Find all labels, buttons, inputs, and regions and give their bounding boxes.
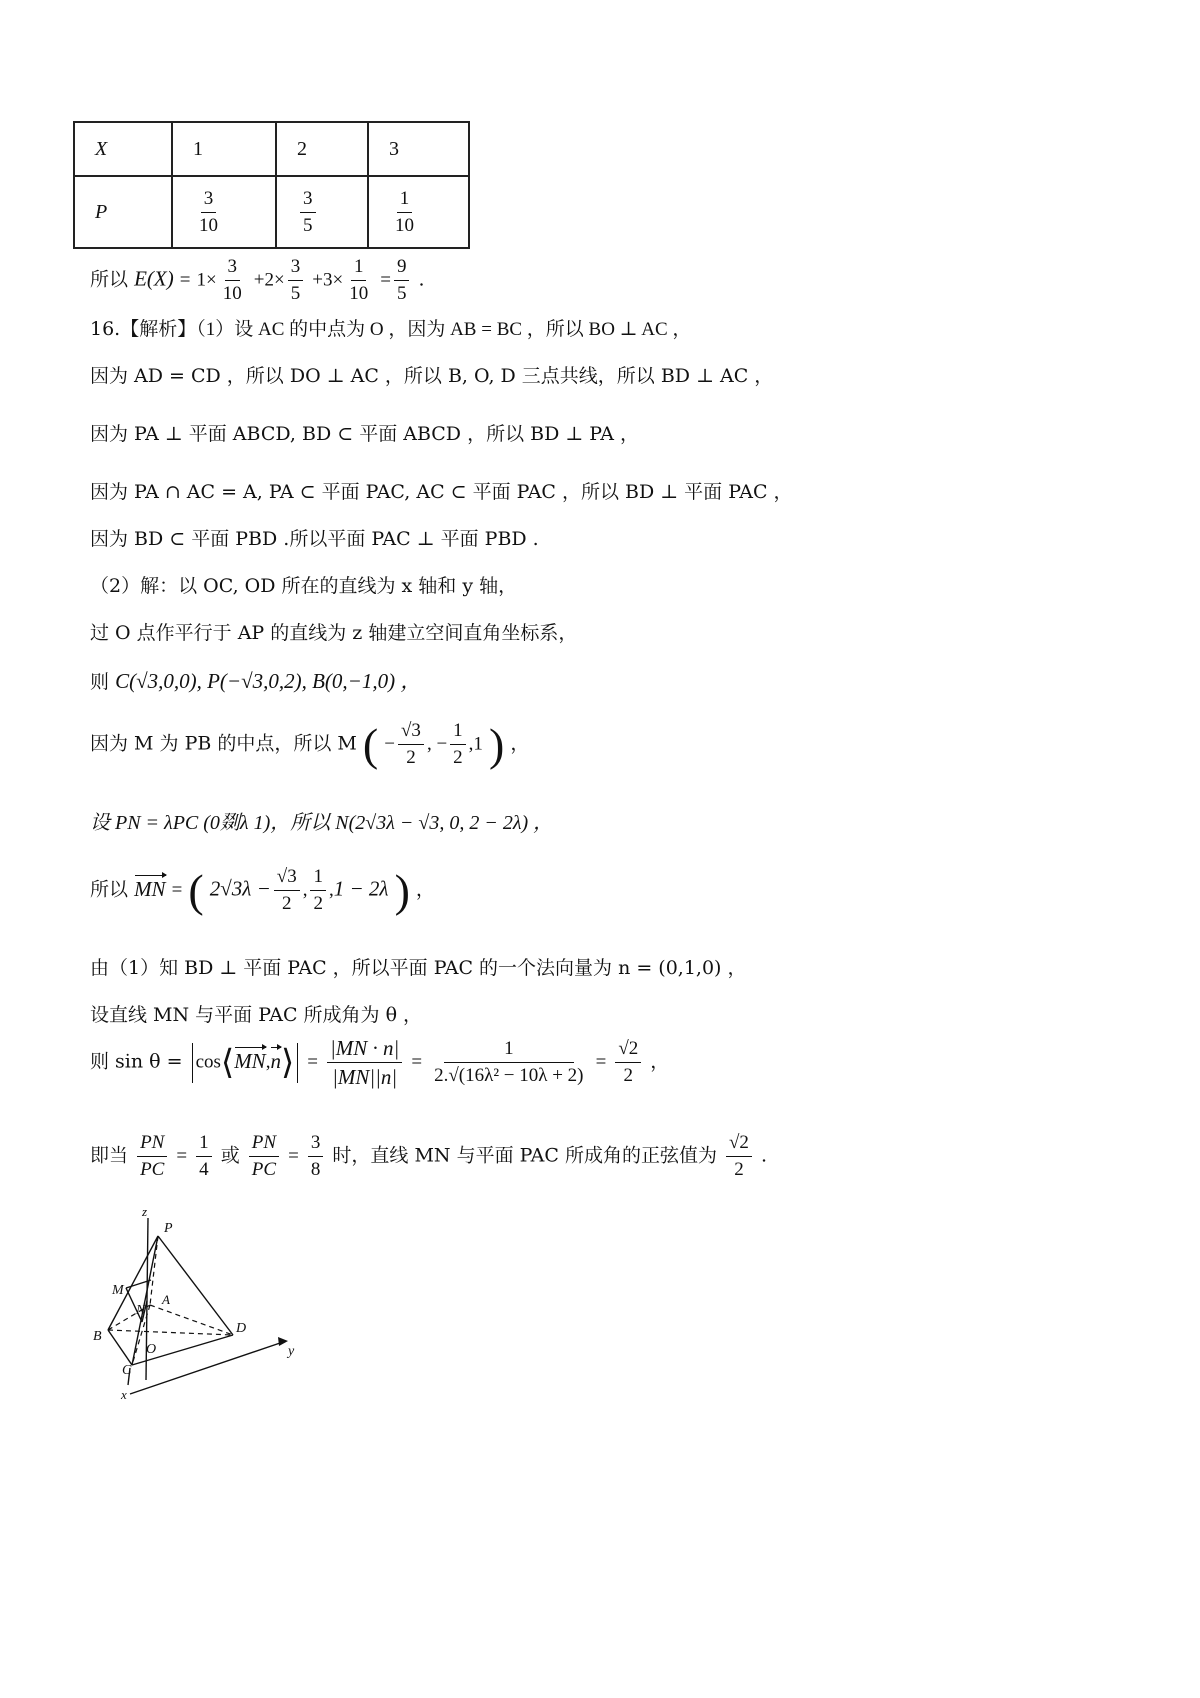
coords-line: 则 C(√3,0,0), P(−√3,0,2), B(0,−1,0) ， bbox=[90, 669, 422, 693]
normal-line: 由（1）知 BD ⊥ 平面 PAC ，所以平面 PAC 的一个法向量为 n = (0,1,0) ， bbox=[90, 957, 747, 979]
midpoint-line: 因为 M 为 PB 的中点，所以 M ( − $\frac{√3}{2}$ , − $\frac{1}{2}$ ,1 ) ， bbox=[90, 719, 530, 770]
theta-line: 设直线 MN 与平面 PAC 所成角为 θ ， bbox=[90, 1004, 423, 1026]
solution-line-5: 因为 BD ⊂ 平面 PBD .所以平面 PAC ⊥ 平面 PBD . bbox=[90, 528, 539, 550]
solution-line-7: 过 O 点作平行于 AP 的直线为 z 轴建立空间直角坐标系， bbox=[90, 622, 578, 644]
label-a: A bbox=[162, 1292, 170, 1307]
label-d: D bbox=[236, 1321, 247, 1336]
label-y: y bbox=[288, 1344, 295, 1359]
sin-line: 则 sin θ = cos⟨MN,n⟩ = $\frac{|MN \cdot n|}{|MN||n|}$ = $\frac{1}{\text{2.√(16λ² − 10λ + 2)}}$ = $\frac{√2}{2}$ ， bbox=[90, 1036, 670, 1090]
table-row bbox=[74, 176, 469, 248]
answer-line: 即当 $\frac{PN}{PC}$ = $\frac{1}{4}$ 或 $\frac{PN}{PC}$ = $\frac{3}{8}$ 时，直线 MN 与平面 PAC 所成角的正弦值为 $\frac{√2}{2}$ . bbox=[90, 1132, 768, 1180]
label-m: M bbox=[112, 1283, 124, 1298]
solution-line-3: 因为 PA ⊥ 平面 ABCD, BD ⊂ 平面 ABCD ，所以 BD ⊥ PA ， bbox=[90, 423, 640, 445]
pyramid-figure bbox=[88, 1200, 328, 1410]
label-p: P bbox=[164, 1221, 173, 1236]
solution-heading: 16.【解析】 bbox=[90, 318, 197, 340]
table-cell: 2 bbox=[276, 122, 368, 176]
table-header-x: X bbox=[74, 122, 172, 176]
label-n: N bbox=[136, 1303, 146, 1318]
label-x: x bbox=[121, 1387, 127, 1402]
table-cell: $\frac{1}{10}$ bbox=[368, 176, 469, 248]
expectation-line: 所以 E(X) = 1× $\frac{3}{10}$ +2× $\frac{3}{5}$ +3× $\frac{1}{10}$ = $\frac{9}{5}$ . bbox=[90, 256, 425, 304]
pn-line: 设 PN = λPC (0剟λ 1)，所以 N(2√3λ − √3, 0, 2 − 2λ) ， bbox=[90, 812, 554, 834]
solution-line-2: 因为 AD = CD ，所以 DO ⊥ AC ，所以 B, O, D 三点共线，所以 BD ⊥ AC ， bbox=[90, 365, 774, 387]
label-b: B bbox=[93, 1329, 102, 1344]
mn-line: 所以 MN = ( 2√3λ − $\frac{√3}{2}$ , $\frac{1}{2}$ ,1 − 2λ ) ， bbox=[90, 865, 435, 916]
table-cell: $\frac{3}{5}$ bbox=[276, 176, 368, 248]
label-z: z bbox=[142, 1204, 148, 1219]
solution-line-6: （2）解：以 OC, OD 所在的直线为 x 轴和 y 轴， bbox=[90, 575, 518, 597]
table-header-p: P bbox=[74, 176, 172, 248]
solution-line-1: 16.【解析】（1）设 AC 的中点为 O ，因为 AB = BC ，所以 BO ⊥ AC ， bbox=[90, 318, 692, 340]
table-row bbox=[74, 122, 469, 176]
table-cell: $\frac{3}{10}$ bbox=[172, 176, 276, 248]
label-c: C bbox=[122, 1363, 132, 1378]
solution-line-4: 因为 PA ∩ AC = A, PA ⊂ 平面 PAC, AC ⊂ 平面 PAC ，所以 BD ⊥ 平面 PAC ， bbox=[90, 481, 793, 503]
label-o: O bbox=[146, 1342, 157, 1357]
table-cell: 1 bbox=[172, 122, 276, 176]
distribution-table bbox=[73, 121, 470, 249]
table-cell: 3 bbox=[368, 122, 469, 176]
